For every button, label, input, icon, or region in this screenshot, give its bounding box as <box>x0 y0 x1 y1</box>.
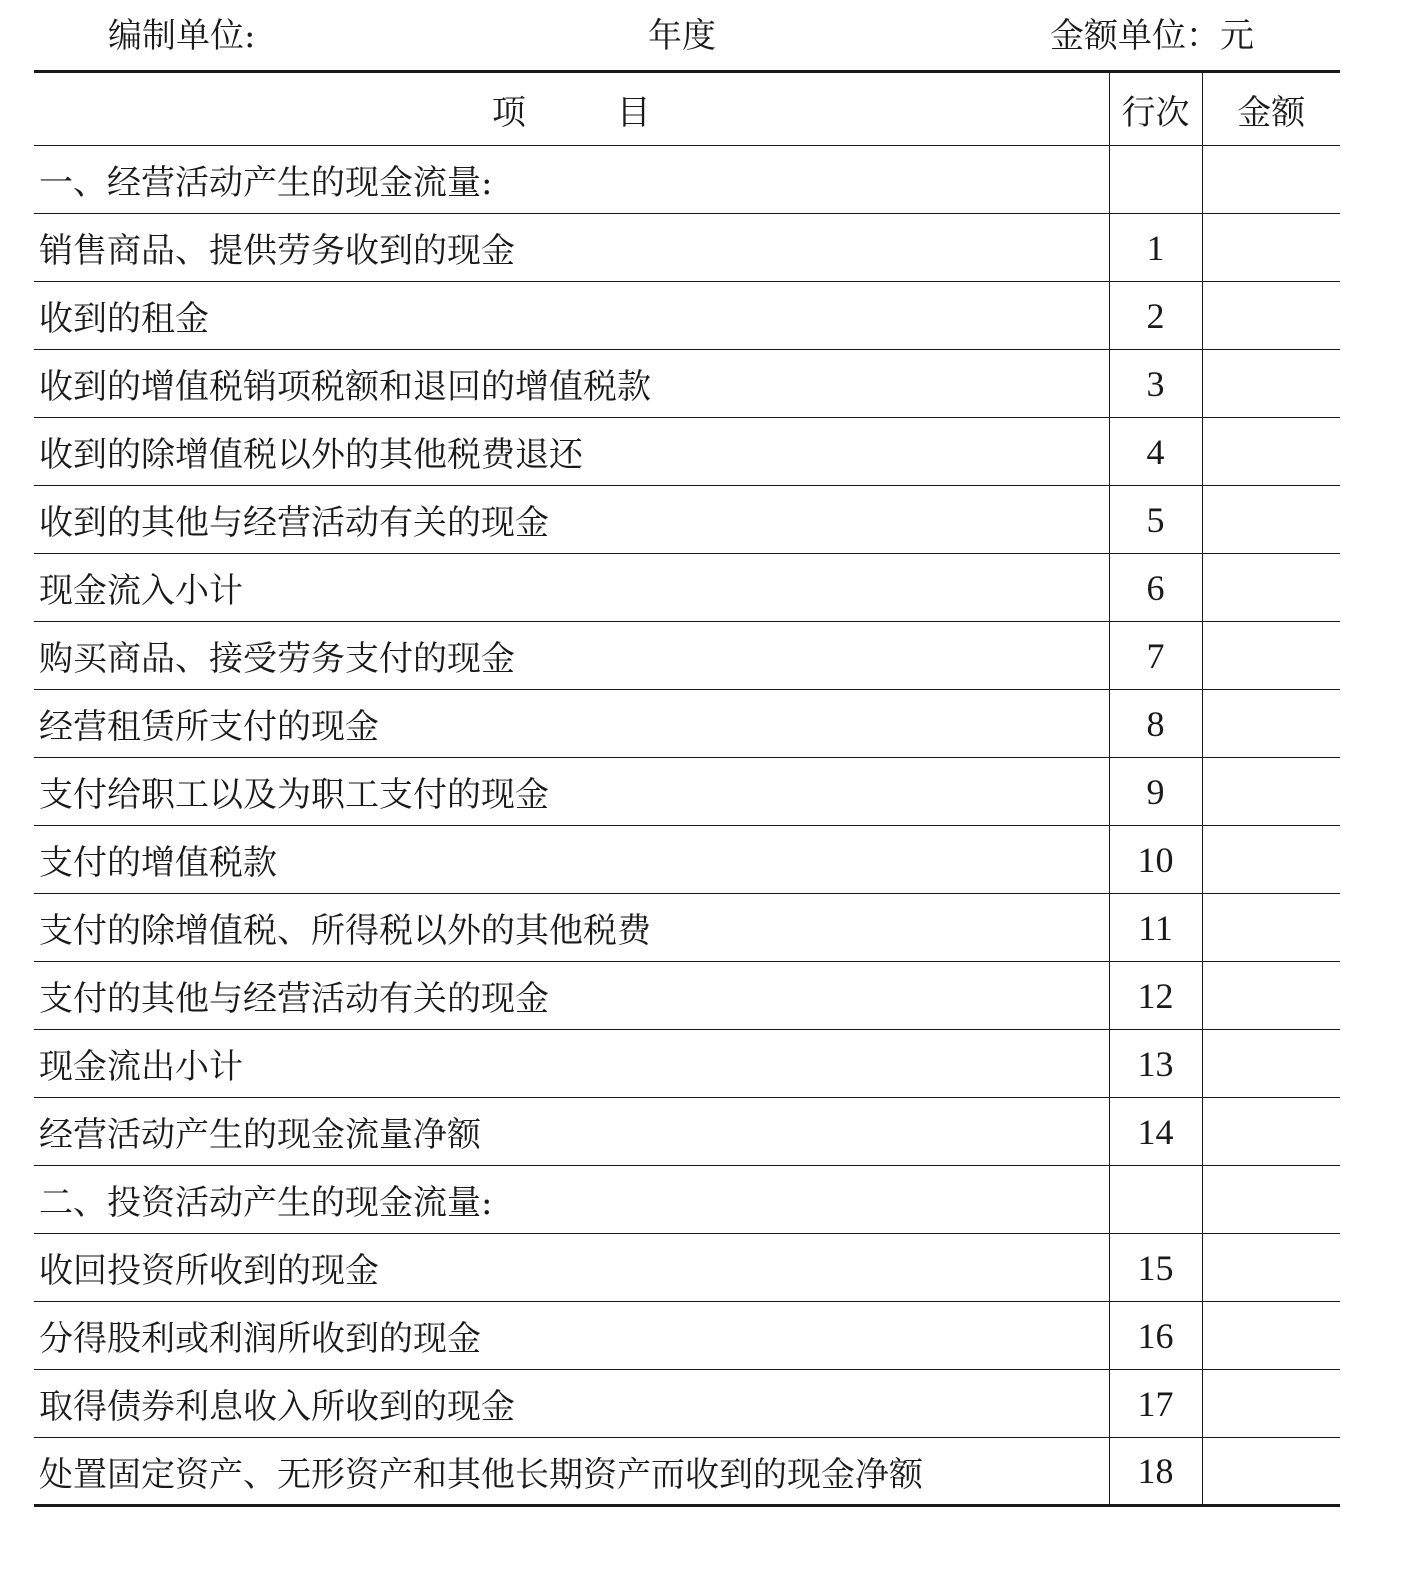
row-amount-cell[interactable] <box>1202 1234 1340 1302</box>
table-row <box>34 894 1340 962</box>
row-line-number <box>1109 1166 1202 1234</box>
row-item-label: 收回投资所收到的现金 <box>34 1234 1109 1302</box>
row-line-number: 12 <box>1109 962 1202 1030</box>
row-line-number: 17 <box>1109 1370 1202 1438</box>
table-row <box>34 826 1340 894</box>
row-amount-cell[interactable] <box>1202 622 1340 690</box>
row-item-label: 支付给职工以及为职工支付的现金 <box>34 758 1109 826</box>
row-item-label: 分得股利或利润所收到的现金 <box>34 1302 1109 1370</box>
table-row <box>34 350 1340 418</box>
row-amount-cell[interactable] <box>1202 214 1340 282</box>
row-line-number: 8 <box>1109 690 1202 758</box>
row-item-label: 现金流出小计 <box>34 1030 1109 1098</box>
row-item-label: 处置固定资产、无形资产和其他长期资产而收到的现金净额 <box>34 1438 1109 1506</box>
table-row <box>34 282 1340 350</box>
row-line-number: 16 <box>1109 1302 1202 1370</box>
row-item-label: 支付的其他与经营活动有关的现金 <box>34 962 1109 1030</box>
row-item-label: 支付的增值税款 <box>34 826 1109 894</box>
row-item-label: 经营活动产生的现金流量净额 <box>34 1098 1109 1166</box>
row-amount-cell[interactable] <box>1202 690 1340 758</box>
row-item-label: 收到的增值税销项税额和退回的增值税款 <box>34 350 1109 418</box>
table-row <box>34 1098 1340 1166</box>
row-amount-cell[interactable] <box>1202 1370 1340 1438</box>
table-row <box>34 146 1340 214</box>
row-line-number: 10 <box>1109 826 1202 894</box>
row-amount-cell[interactable] <box>1202 282 1340 350</box>
table-row <box>34 214 1340 282</box>
row-line-number: 7 <box>1109 622 1202 690</box>
row-amount-cell[interactable] <box>1202 146 1340 214</box>
row-item-label: 一、经营活动产生的现金流量: <box>34 146 1109 214</box>
year-label: 年度 <box>648 16 716 56</box>
row-line-number: 11 <box>1109 894 1202 962</box>
table-row <box>34 554 1340 622</box>
row-amount-cell[interactable] <box>1202 486 1340 554</box>
row-line-number: 5 <box>1109 486 1202 554</box>
table-row <box>34 962 1340 1030</box>
table-row <box>34 486 1340 554</box>
table-row <box>34 1302 1340 1370</box>
row-amount-cell[interactable] <box>1202 554 1340 622</box>
row-item-label: 收到的租金 <box>34 282 1109 350</box>
row-line-number <box>1109 146 1202 214</box>
table-row <box>34 758 1340 826</box>
row-item-label: 支付的除增值税、所得税以外的其他税费 <box>34 894 1109 962</box>
report-meta-line <box>0 8 1402 64</box>
row-item-label: 取得债券利息收入所收到的现金 <box>34 1370 1109 1438</box>
row-line-number: 6 <box>1109 554 1202 622</box>
row-item-label: 收到的其他与经营活动有关的现金 <box>34 486 1109 554</box>
table-row <box>34 622 1340 690</box>
row-line-number: 14 <box>1109 1098 1202 1166</box>
cash-flow-statement-table <box>34 70 1340 1507</box>
row-line-number: 18 <box>1109 1438 1202 1506</box>
row-item-label: 现金流入小计 <box>34 554 1109 622</box>
row-line-number: 9 <box>1109 758 1202 826</box>
row-item-label: 收到的除增值税以外的其他税费退还 <box>34 418 1109 486</box>
table-body <box>34 146 1340 1506</box>
row-item-label: 销售商品、提供劳务收到的现金 <box>34 214 1109 282</box>
row-amount-cell[interactable] <box>1202 1166 1340 1234</box>
row-amount-cell[interactable] <box>1202 826 1340 894</box>
row-line-number: 15 <box>1109 1234 1202 1302</box>
row-amount-cell[interactable] <box>1202 894 1340 962</box>
row-amount-cell[interactable] <box>1202 350 1340 418</box>
row-amount-cell[interactable] <box>1202 758 1340 826</box>
row-item-label: 二、投资活动产生的现金流量: <box>34 1166 1109 1234</box>
table-header-row <box>34 72 1340 146</box>
row-line-number: 1 <box>1109 214 1202 282</box>
table-row <box>34 1166 1340 1234</box>
table-row <box>34 690 1340 758</box>
table-row <box>34 1370 1340 1438</box>
row-line-number: 13 <box>1109 1030 1202 1098</box>
row-line-number: 3 <box>1109 350 1202 418</box>
row-amount-cell[interactable] <box>1202 962 1340 1030</box>
row-line-number: 4 <box>1109 418 1202 486</box>
table-row <box>34 418 1340 486</box>
column-header-amount: 金额 <box>1202 72 1340 146</box>
row-amount-cell[interactable] <box>1202 1302 1340 1370</box>
table-row <box>34 1234 1340 1302</box>
org-label: 编制单位: <box>108 16 256 56</box>
row-amount-cell[interactable] <box>1202 418 1340 486</box>
row-line-number: 2 <box>1109 282 1202 350</box>
table-row <box>34 1030 1340 1098</box>
row-amount-cell[interactable] <box>1202 1098 1340 1166</box>
amount-unit-label: 金额单位：元 <box>1050 16 1254 56</box>
column-header-item: 项 目 <box>34 72 1109 146</box>
row-item-label: 购买商品、接受劳务支付的现金 <box>34 622 1109 690</box>
row-amount-cell[interactable] <box>1202 1438 1340 1506</box>
table-row <box>34 1438 1340 1506</box>
column-header-line-no: 行次 <box>1109 72 1202 146</box>
row-amount-cell[interactable] <box>1202 1030 1340 1098</box>
row-item-label: 经营租赁所支付的现金 <box>34 690 1109 758</box>
